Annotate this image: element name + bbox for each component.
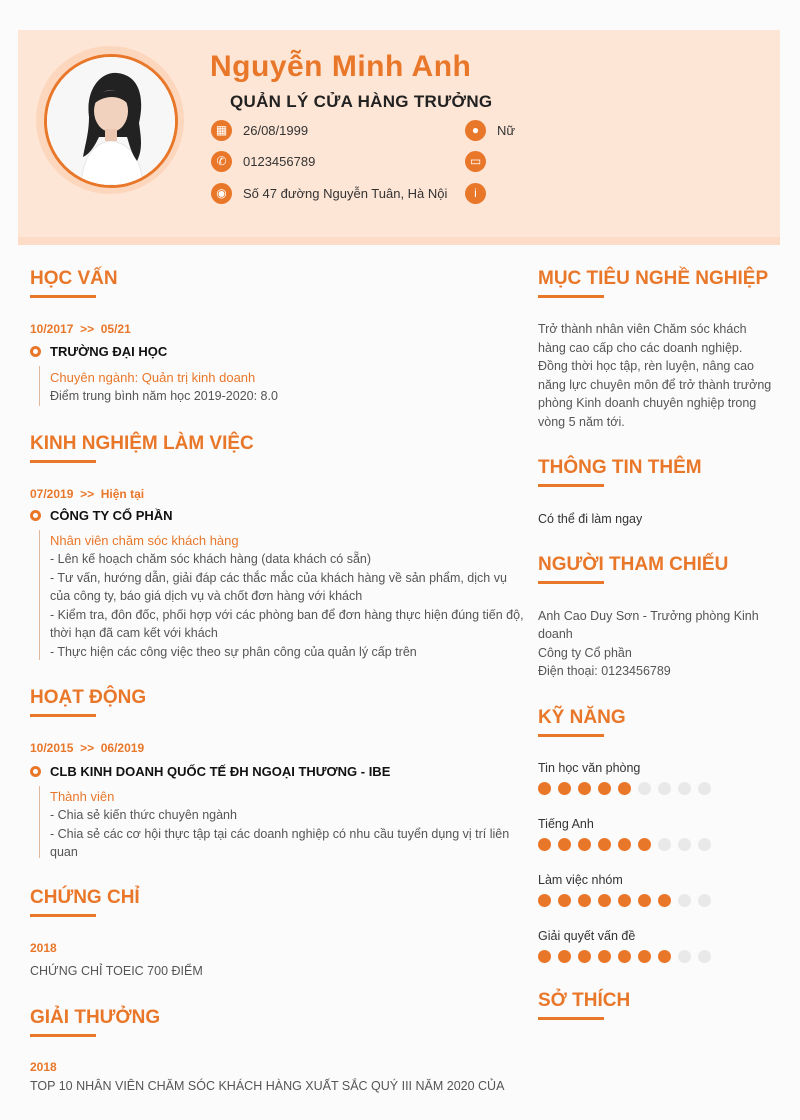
- extra-text: Có thể đi làm ngay: [538, 512, 643, 526]
- education-date-from: 10/2017: [30, 322, 74, 336]
- skill-dot-filled: [538, 950, 551, 963]
- avatar-photo: [47, 57, 175, 185]
- skill-dot-filled: [598, 782, 611, 795]
- gender: Nữ: [497, 123, 516, 138]
- company-name: CÔNG TY CỔ PHẦN: [50, 508, 173, 523]
- reference-line-1: Anh Cao Duy Sơn - Trưởng phòng Kinh: [538, 609, 759, 623]
- activities-underline: [30, 714, 96, 717]
- skill-dot-empty: [638, 782, 651, 795]
- skill-dot-filled: [558, 894, 571, 907]
- skill-label: Làm việc nhóm: [538, 873, 623, 887]
- skill-dot-filled: [598, 894, 611, 907]
- award-year: 2018: [30, 1060, 57, 1074]
- reference-underline: [538, 581, 604, 584]
- activity-org: CLB KINH DOANH QUỐC TẾ ĐH NGOẠI THƯƠNG - IBE: [50, 764, 391, 779]
- experience-desc-5: thời hạn đã cam kết với khách: [50, 626, 218, 640]
- experience-underline: [30, 460, 96, 463]
- hobbies-underline: [538, 1017, 604, 1020]
- skill-dot-filled: [558, 782, 571, 795]
- skill-dot-empty: [698, 950, 711, 963]
- experience-desc-1: - Lên kế hoạch chăm sóc khách hàng (data khách có sẵn): [50, 552, 372, 566]
- experience-desc-2: - Tư vấn, hướng dẫn, giải đáp các thắc mắc của khách hàng về sản phẩm, dịch vụ: [50, 571, 507, 585]
- skill-dot-empty: [658, 782, 671, 795]
- skill-rating: [538, 782, 711, 795]
- skill-dot-filled: [618, 894, 631, 907]
- skill-dot-empty: [678, 950, 691, 963]
- activities-date-from: 10/2015: [30, 741, 74, 755]
- activities-title: HOẠT ĐỘNG: [30, 687, 147, 708]
- activity-role: Thành viên: [50, 789, 115, 804]
- skill-dot-filled: [558, 838, 571, 851]
- education-date-to: 05/21: [100, 322, 131, 336]
- hobbies-title: SỞ THÍCH: [538, 990, 631, 1011]
- activities-date-sep: >>: [80, 741, 95, 755]
- timeline-line: [39, 530, 40, 660]
- skill-dot-filled: [538, 894, 551, 907]
- activity-desc-2: - Chia sẻ các cơ hội thực tập tại các doanh nghiệp có nhu cầu tuyển dụng vị trí liên: [50, 827, 510, 841]
- calendar-icon: ▦: [211, 120, 232, 141]
- skill-dot-filled: [578, 838, 591, 851]
- education-date: [30, 322, 131, 336]
- email-icon: ▭: [465, 151, 486, 172]
- education-underline: [30, 295, 96, 298]
- education-title: HỌC VẤN: [30, 268, 118, 289]
- skill-rating: [538, 950, 711, 963]
- objective-title: MỤC TIÊU NGHỀ NGHIỆP: [538, 268, 769, 289]
- job-title: QUẢN LÝ CỬA HÀNG TRƯỞNG: [230, 92, 493, 111]
- skill-dot-empty: [678, 894, 691, 907]
- skill-dot-empty: [678, 782, 691, 795]
- skill-dot-filled: [598, 838, 611, 851]
- experience-date-from: 07/2019: [30, 487, 74, 501]
- extra-underline: [538, 484, 604, 487]
- extra-title: THÔNG TIN THÊM: [538, 457, 702, 478]
- skill-dot-filled: [598, 950, 611, 963]
- skill-dot-filled: [578, 894, 591, 907]
- education-gpa: Điểm trung bình năm học 2019-2020: 8.0: [50, 389, 278, 403]
- experience-desc-6: - Thực hiện các công việc theo sự phân công của quản lý cấp trên: [50, 645, 417, 659]
- certificates-title: CHỨNG CHỈ: [30, 887, 140, 908]
- skill-dot-filled: [638, 950, 651, 963]
- skill-dot-filled: [658, 894, 671, 907]
- phone-icon: ✆: [211, 151, 232, 172]
- awards-title: GIẢI THƯỞNG: [30, 1007, 161, 1028]
- skills-title: KỸ NĂNG: [538, 707, 626, 728]
- skill-dot-filled: [638, 894, 651, 907]
- info-icon: i: [465, 183, 486, 204]
- skill-label: Tiếng Anh: [538, 817, 594, 831]
- award-text: TOP 10 NHÂN VIÊN CHĂM SÓC KHÁCH HÀNG XUẤT SẮC QUÝ III NĂM 2020 CỦA: [30, 1079, 505, 1093]
- objective-underline: [538, 295, 604, 298]
- certificate-text: CHỨNG CHỈ TOEIC 700 ĐIỂM: [30, 964, 203, 978]
- skill-label: Giải quyết vấn đề: [538, 929, 636, 943]
- objective-line-5: phòng Kinh doanh chuyên nghiệp trong: [538, 396, 757, 410]
- timeline-line: [39, 366, 40, 406]
- header-divider: [18, 237, 780, 245]
- objective-line-6: vòng 5 năm tới.: [538, 415, 625, 429]
- location-icon: ◉: [211, 183, 232, 204]
- circle-bullet-icon: [30, 766, 41, 777]
- skill-dot-empty: [698, 838, 711, 851]
- skill-rating: [538, 894, 711, 907]
- skill-dot-filled: [538, 838, 551, 851]
- reference-line-2: doanh: [538, 627, 573, 641]
- birthday: 26/08/1999: [243, 123, 309, 138]
- activities-date: [30, 741, 144, 755]
- circle-bullet-icon: [30, 346, 41, 357]
- timeline-line: [39, 786, 40, 858]
- skill-dot-filled: [618, 782, 631, 795]
- activity-desc-3: quan: [50, 845, 78, 859]
- objective-line-3: Đồng thời học tập, rèn luyện, nâng cao: [538, 359, 754, 373]
- activities-date-to: 06/2019: [100, 741, 145, 755]
- phone: 0123456789: [243, 154, 316, 169]
- candidate-name: Nguyễn Minh Anh: [210, 50, 472, 83]
- reference-line-4: Điện thoại: 0123456789: [538, 664, 671, 678]
- objective-line-4: năng lực chuyên môn để trở thành trưởng: [538, 378, 772, 392]
- objective-line-1: Trở thành nhân viên Chăm sóc khách: [538, 322, 747, 336]
- skill-dot-empty: [678, 838, 691, 851]
- skill-dot-empty: [698, 894, 711, 907]
- activity-desc-1: - Chia sẻ kiến thức chuyên ngành: [50, 808, 237, 822]
- address: Số 47 đường Nguyễn Tuân, Hà Nội: [243, 186, 448, 201]
- certificate-year: 2018: [30, 941, 57, 955]
- experience-desc-4: - Kiểm tra, đôn đốc, phối hợp với các phòng ban để đơn hàng thực hiện đúng tiến độ,: [50, 608, 524, 622]
- person-icon: ●: [465, 120, 486, 141]
- skill-dot-filled: [638, 838, 651, 851]
- awards-underline: [30, 1034, 96, 1037]
- skill-dot-empty: [658, 838, 671, 851]
- skill-dot-filled: [538, 782, 551, 795]
- objective-line-2: hàng cao cấp cho các doanh nghiệp.: [538, 341, 743, 355]
- experience-date-to: Hiện tại: [100, 487, 145, 501]
- skill-dot-empty: [698, 782, 711, 795]
- skill-dot-filled: [658, 950, 671, 963]
- skill-dot-filled: [618, 950, 631, 963]
- skills-underline: [538, 734, 604, 737]
- circle-bullet-icon: [30, 510, 41, 521]
- reference-line-3: Công ty Cổ phần: [538, 646, 632, 660]
- skill-dot-filled: [618, 838, 631, 851]
- reference-title: NGƯỜI THAM CHIẾU: [538, 554, 729, 575]
- skill-dot-filled: [578, 950, 591, 963]
- experience-date-sep: >>: [80, 487, 95, 501]
- skill-dot-filled: [558, 950, 571, 963]
- education-major: Chuyên ngành: Quản trị kinh doanh: [50, 370, 256, 385]
- skill-rating: [538, 838, 711, 851]
- experience-date: [30, 487, 144, 501]
- avatar: [44, 54, 178, 188]
- experience-role: Nhân viên chăm sóc khách hàng: [50, 533, 239, 548]
- skill-dot-filled: [578, 782, 591, 795]
- education-date-sep: >>: [80, 322, 95, 336]
- certificates-underline: [30, 914, 96, 917]
- experience-desc-3: của công ty, báo giá dịch vụ và chốt đơn hàng với khách: [50, 589, 363, 603]
- skill-label: Tin học văn phòng: [538, 761, 641, 775]
- experience-title: KINH NGHIỆM LÀM VIỆC: [30, 433, 254, 454]
- school-name: TRƯỜNG ĐẠI HỌC: [50, 344, 168, 359]
